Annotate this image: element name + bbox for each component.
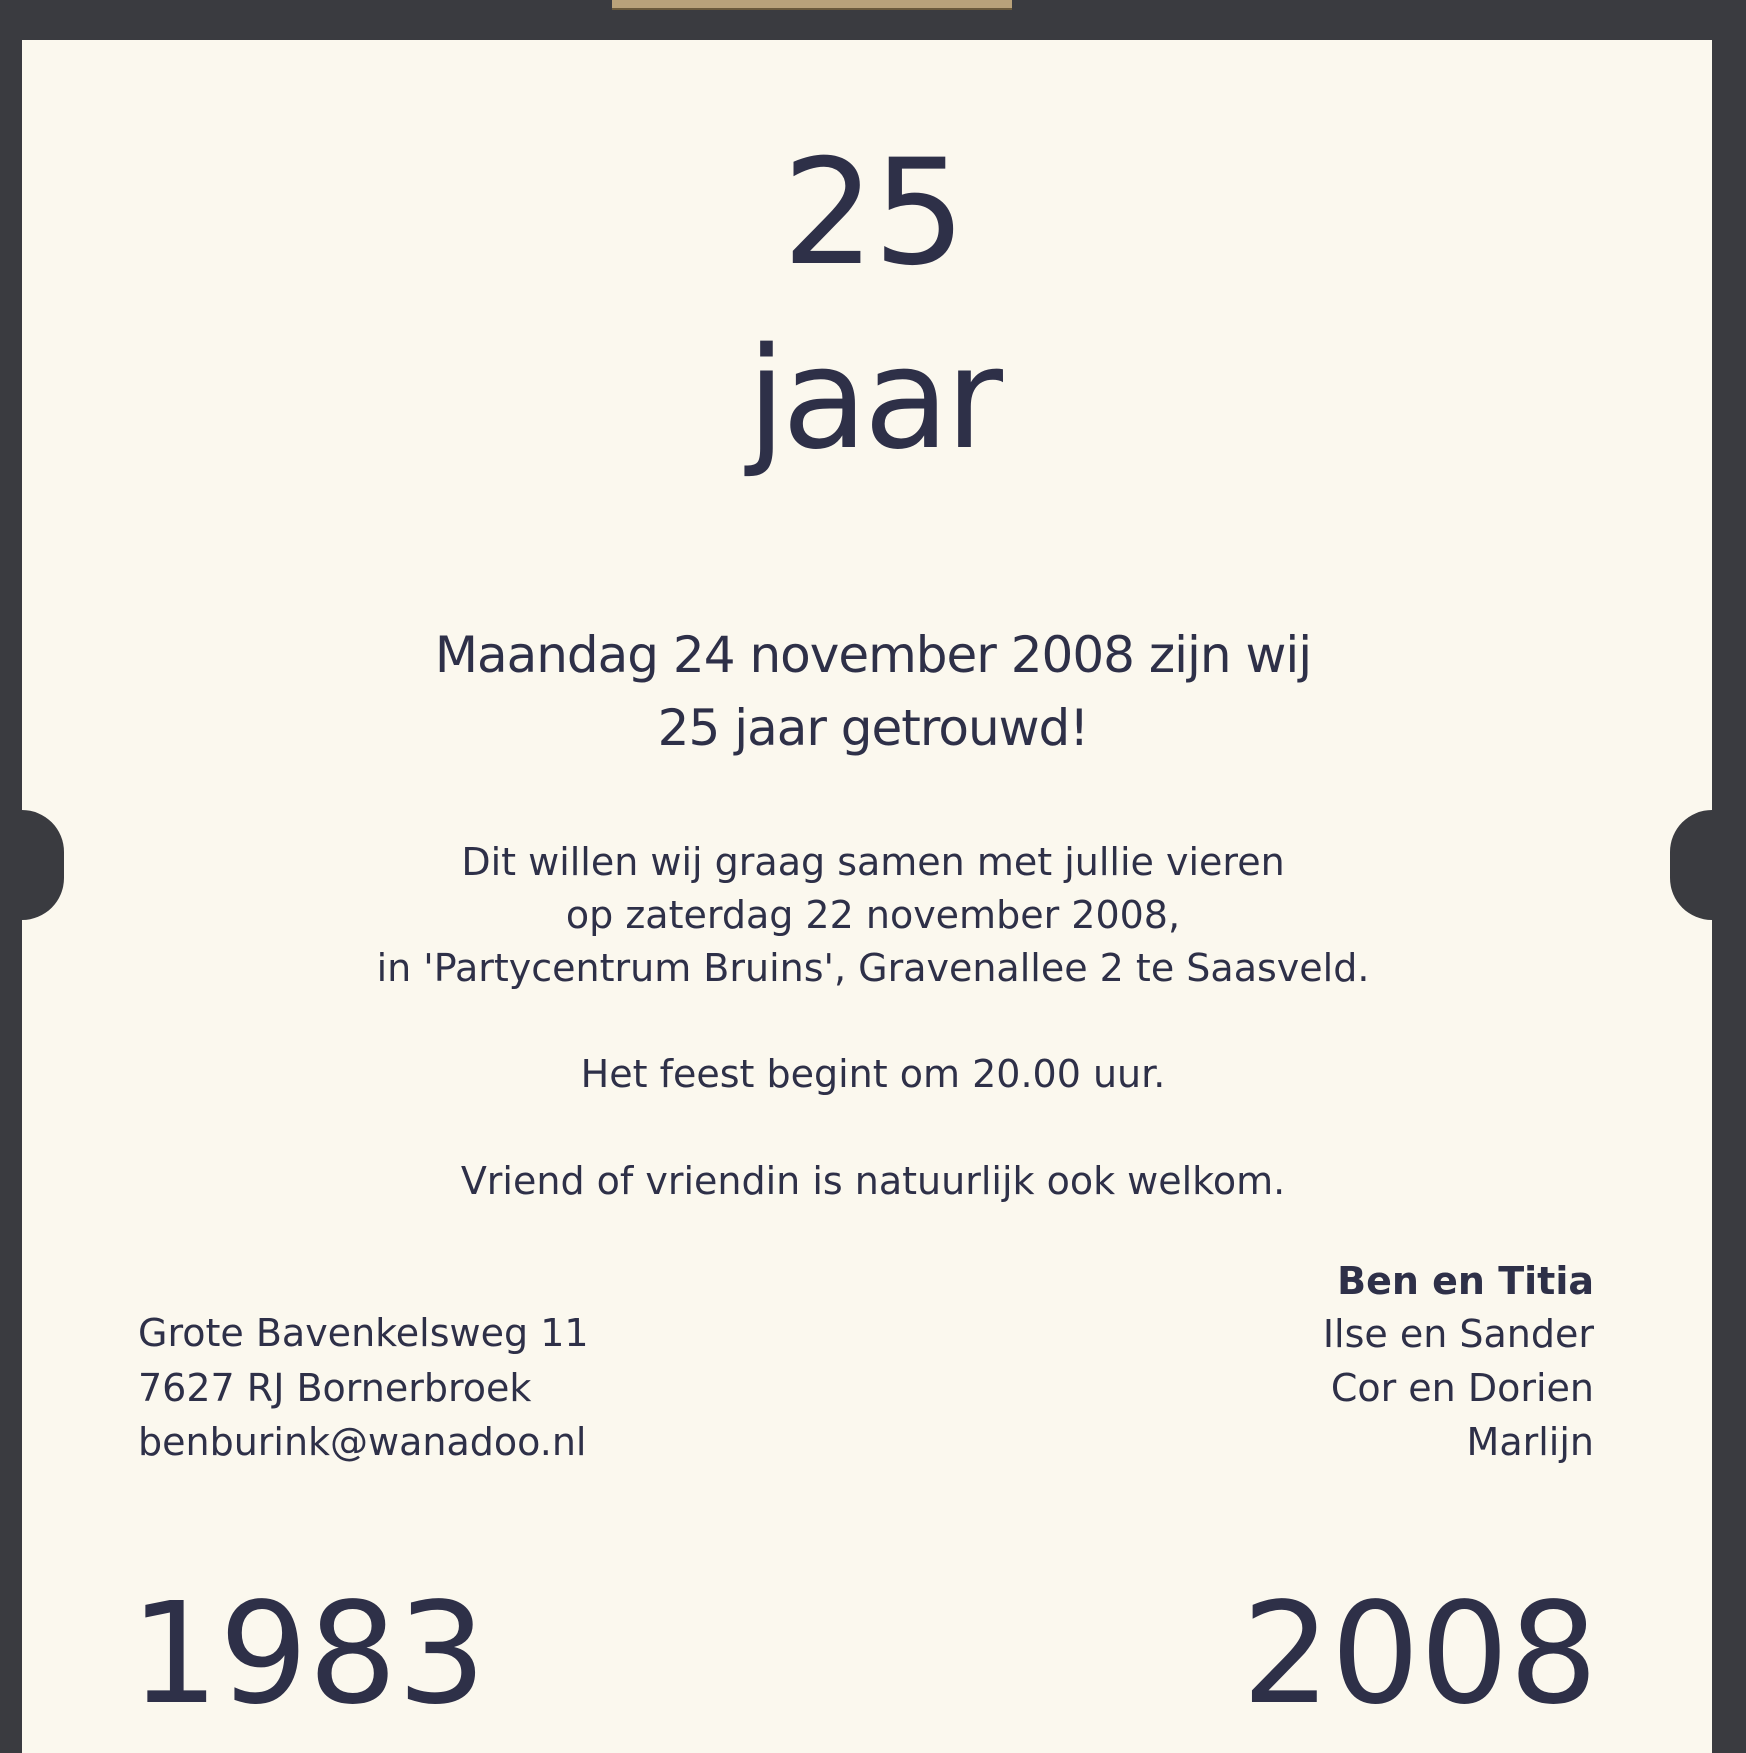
names-line-4: Marlijn: [1466, 1420, 1594, 1464]
year-start: 1983: [130, 1573, 487, 1736]
invitation-line-2: op zaterdag 22 november 2008,: [565, 893, 1181, 937]
names-line-2: Ilse en Sander: [1322, 1312, 1594, 1356]
address-email: benburink@wanadoo.nl: [138, 1420, 587, 1464]
year-end: 2008: [1241, 1573, 1598, 1736]
headline-line-1: Maandag 24 november 2008 zijn wij: [434, 626, 1312, 684]
anniversary-number: 25: [782, 128, 964, 298]
address-city: 7627 RJ Bornerbroek: [138, 1366, 532, 1410]
address-street: Grote Bavenkelsweg 11: [138, 1311, 589, 1355]
invitation-line-1: Dit willen wij graag samen met jullie vieren: [461, 840, 1285, 884]
invitation-line-3: in 'Partycentrum Bruins', Gravenallee 2 te Saasveld.: [376, 946, 1370, 990]
top-tab: [612, 0, 1012, 10]
headline-line-2: 25 jaar getrouwd!: [657, 699, 1089, 757]
anniversary-word: jaar: [746, 318, 1000, 481]
start-time: Het feest begint om 20.00 uur.: [580, 1052, 1166, 1096]
guests-note: Vriend of vriendin is natuurlijk ook welkom.: [460, 1159, 1286, 1203]
names-line-1: Ben en Titia: [1337, 1259, 1594, 1303]
names-line-3: Cor en Dorien: [1330, 1366, 1594, 1410]
